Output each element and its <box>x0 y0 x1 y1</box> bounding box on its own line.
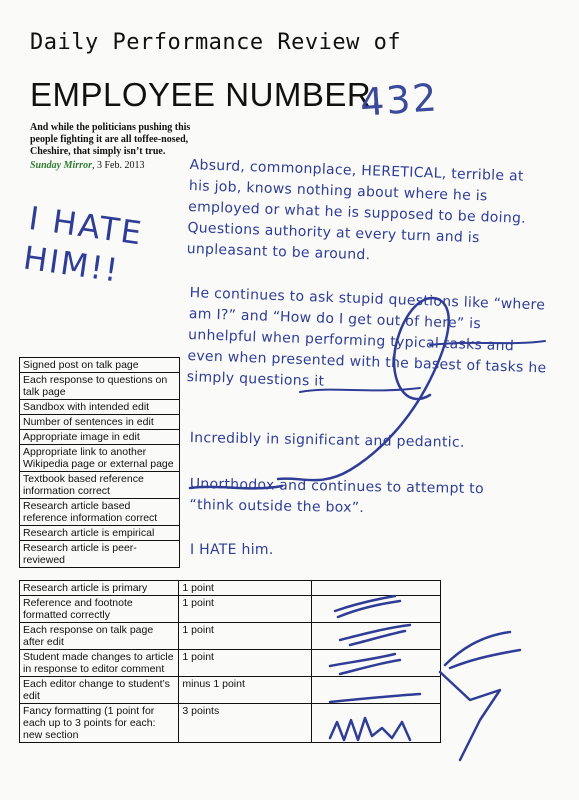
criterion-cell: Sandbox with intended edit <box>20 400 180 415</box>
hate-note-line2: HIM!! <box>21 238 123 290</box>
criteria-table-unscored <box>19 357 180 568</box>
score-cell <box>312 623 441 650</box>
criterion-cell: Signed post on talk page <box>20 358 180 373</box>
criterion-cell: Each editor change to student’s edit <box>20 677 179 704</box>
criteria-row <box>20 472 180 499</box>
criterion-cell: Research article is primary <box>20 581 179 596</box>
quote-source <box>30 160 144 171</box>
points-cell: 1 point <box>179 581 312 596</box>
criteria-row <box>20 358 180 373</box>
points-cell: minus 1 point <box>179 677 312 704</box>
quote-source-date: , 3 Feb. 2013 <box>91 160 145 171</box>
newspaper-quote: And while the politicians pushing this people fighting it are all toffee-nosed, Cheshire, that simply isn’t true. <box>30 122 191 157</box>
criterion-cell: Appropriate image in edit <box>20 430 180 445</box>
handwritten-paragraph-5: I HATE him. <box>190 542 274 558</box>
scored-criteria-row <box>20 623 441 650</box>
handwritten-hate-note <box>21 198 161 295</box>
criterion-cell: Fancy formatting (1 point for each up to 3 points for each: new section <box>20 704 179 743</box>
criteria-row <box>20 445 180 472</box>
score-cell <box>312 704 441 743</box>
score-cell <box>312 677 441 704</box>
scored-criteria-row <box>20 704 441 743</box>
score-cell <box>312 581 441 596</box>
margin-scribble-6 <box>440 632 520 760</box>
criteria-table-scored <box>19 580 441 743</box>
employee-number-value: 432 <box>358 75 440 125</box>
criterion-cell: Textbook based reference information correct <box>20 472 180 499</box>
handwritten-paragraph-4: Unorthodox and continues to attempt to “think outside the box”. <box>189 475 485 517</box>
criterion-cell: Reference and footnote formatted correctly <box>20 596 179 623</box>
quote-source-name: Sunday Mirror <box>30 160 92 171</box>
points-cell: 1 point <box>179 596 312 623</box>
criteria-row <box>20 526 180 541</box>
criterion-cell: Research article is empirical <box>20 526 180 541</box>
score-cell <box>312 650 441 677</box>
criteria-row <box>20 541 180 568</box>
criteria-row <box>20 415 180 430</box>
criteria-row <box>20 400 180 415</box>
criterion-cell: Each response on talk page after edit <box>20 623 179 650</box>
scored-criteria-row <box>20 650 441 677</box>
points-cell: 1 point <box>179 650 312 677</box>
criterion-cell: Student made changes to article in response to editor comment <box>20 650 179 677</box>
hate-note-line1: I HATE <box>26 198 146 253</box>
criterion-cell: Research article is peer-reviewed <box>20 541 180 568</box>
criterion-cell: Each response to questions on talk page <box>20 373 180 400</box>
scored-criteria-row <box>20 677 441 704</box>
employee-number-heading: EMPLOYEE NUMBER: <box>30 76 381 113</box>
criterion-cell: Number of sentences in edit <box>20 415 180 430</box>
score-cell <box>312 596 441 623</box>
scored-criteria-row <box>20 581 441 596</box>
criterion-cell: Research article based reference information correct <box>20 499 180 526</box>
handwritten-paragraph-1: Absurd, commonplace, HERETICAL, terrible at his job, knows nothing about where he is employed or what he is supposed to be doing. Questions authority at every turn and is unpleasant to be around. <box>186 156 527 264</box>
scored-criteria-row <box>20 596 441 623</box>
criteria-row <box>20 373 180 400</box>
handwritten-paragraph-2: He continues to ask stupid questions like “where am I?” and “How do I get out of here” is unhelpful when performing typical tasks and even when presented with the basest of tasks he simply questions it <box>186 284 547 390</box>
criteria-row <box>20 430 180 445</box>
criterion-cell: Appropriate link to another Wikipedia page or external page <box>20 445 180 472</box>
handwritten-paragraph-3: Incredibly in significant and pedantic. <box>189 429 465 451</box>
points-cell: 3 points <box>179 704 312 743</box>
points-cell: 1 point <box>179 623 312 650</box>
criteria-row <box>20 499 180 526</box>
page-title: Daily Performance Review of <box>30 30 402 55</box>
